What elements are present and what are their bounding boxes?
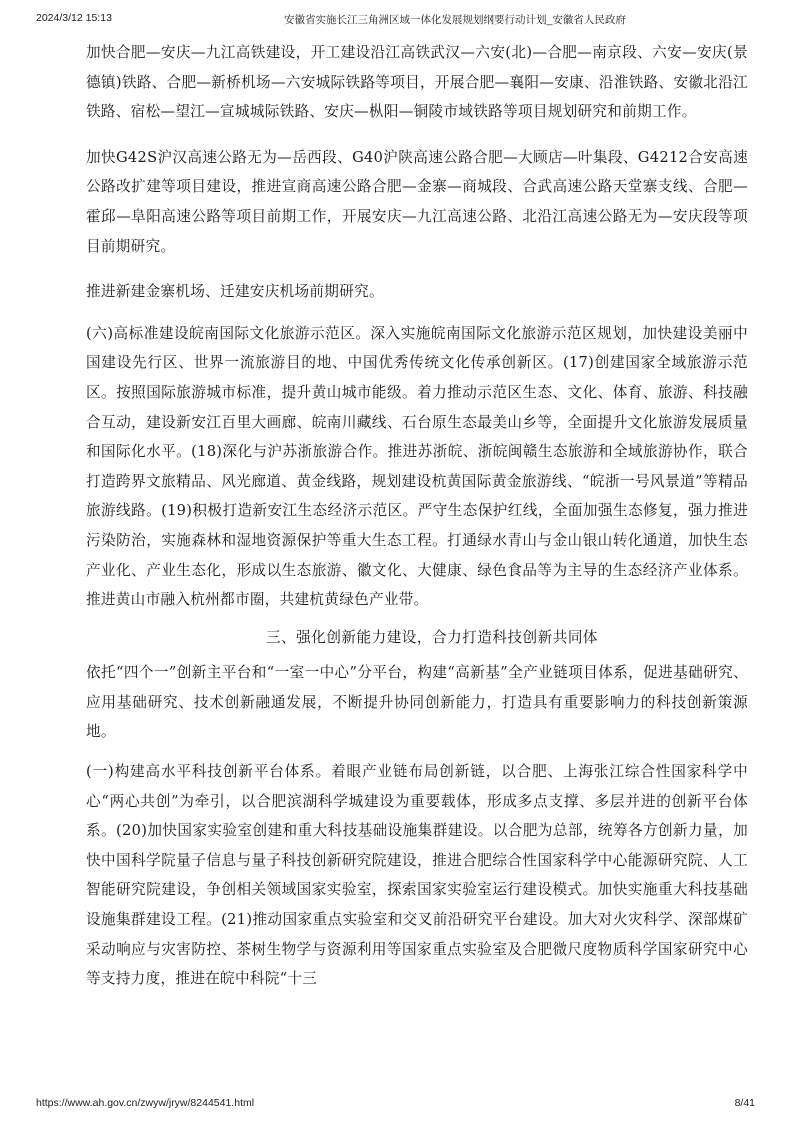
paragraph-innovation-intro: 依托“四个一”创新主平台和“一室一中心”分平台，构建“高新基”全产业链项目体系，促进基础研究、应用基础研究、技术创新融通发展，不断提升协同创新能力，打造具有重要影响力的科技创新策源地。: [86, 664, 748, 741]
page-header-title: 安徽省实施长江三角洲区域一体化发展规划纲要行动计划_安徽省人民政府: [284, 14, 626, 26]
section-heading: 三、强化创新能力建设，合力打造科技创新共同体: [265, 628, 599, 646]
print-datetime: 2024/3/12 15:13: [36, 12, 112, 24]
paragraph-tourism-zone: (六)高标准建设皖南国际文化旅游示范区。深入实施皖南国际文化旅游示范区规划，加快建设美丽中国建设先行区、世界一流旅游目的地、中国优秀传统文化传承创新区。(17)创建国家全域旅游示范区。按照国际旅游城市标准，提升黄山城市能级。着力推动示范区生态、文化、体育、旅游、科技融合互动，建设新安江百里大画廊、皖南川藏线、石台原生态最美山乡等，全面提升文化旅游发展质量和国际化水平。(18)深化与沪苏浙旅游合作。推进苏浙皖、浙皖闽赣生态旅游和全域旅游协作，联合打造跨界文旅精品、风光廊道、黄金线路，规划建设杭黄国际黄金旅游线、“皖浙一号风景道”等精品旅游线路。(19)积极打造新安江生态经济示范区。严守生态保护红线，全面加强生态修复，强力推进污染防治，实施森林和湿地资源保护等重大生态工程。打通绿水青山与金山银山转化通道，加快生态产业化、产业生态化，形成以生态旅游、徽文化、大健康、绿色食品等为主导的生态经济产业体系。推进黄山市融入杭州都市圈，共建杭黄绿色产业带。: [86, 324, 748, 609]
document-body: [86, 38, 748, 994]
paragraph-innovation-platform: (一)构建高水平科技创新平台体系。着眼产业链布局创新链，以合肥、上海张江综合性国家科学中心“两心共创”为牵引，以合肥滨湖科学城建设为重要载体，形成多点支撑、多层并进的创新平台体系。(20)加快国家实验室创建和重大科技基础设施集群建设。以合肥为总部，统筹各方创新力量，加快中国科学院量子信息与量子科技创新研究院建设，推进合肥综合性国家科学中心能源研究院、人工智能研究院建设，争创相关领域国家实验室，探索国家实验室运行建设模式。加快实施重大科技基础设施集群建设工程。(21)推动国家重点实验室和交叉前沿研究平台建设。加大对火灾科学、深部煤矿采动响应与灾害防控、茶树生物学与资源利用等国家重点实验室及合肥微尺度物质科学国家研究中心等支持力度，推进在皖中科院“十三: [86, 763, 748, 988]
paragraph-railway: 加快合肥—安庆—九江高铁建设，开工建设沿江高铁武汉—六安(北)—合肥—南京段、六安—安庆(景德镇)铁路、合肥—新桥机场—六安城际铁路等项目，开展合肥—襄阳—安康、沿淮铁路、安徽北沿江铁路、宿松—望江—宣城城际铁路、安庆—枞阳—铜陵市域铁路等项目规划研究和前期工作。: [86, 44, 748, 121]
paragraph-airport: 推进新建金寨机场、迁建安庆机场前期研究。: [86, 283, 384, 301]
paragraph-highway: 加快G42S沪汉高速公路无为—岳西段、G40沪陕高速公路合肥—大顾店—叶集段、G4212合安高速公路改扩建等项目建设，推进宣商高速公路合肥—金寨—商城段、合武高速公路天堂寨支线、合肥—霍邱—阜阳高速公路等项目前期工作，开展安庆—九江高速公路、北沿江高速公路无为—安庆段等项目前期研究。: [86, 148, 748, 255]
page-number: 8/41: [734, 1097, 755, 1109]
footer-url-link[interactable]: https://www.ah.gov.cn/zwyw/jryw/8244541.html: [36, 1097, 255, 1109]
